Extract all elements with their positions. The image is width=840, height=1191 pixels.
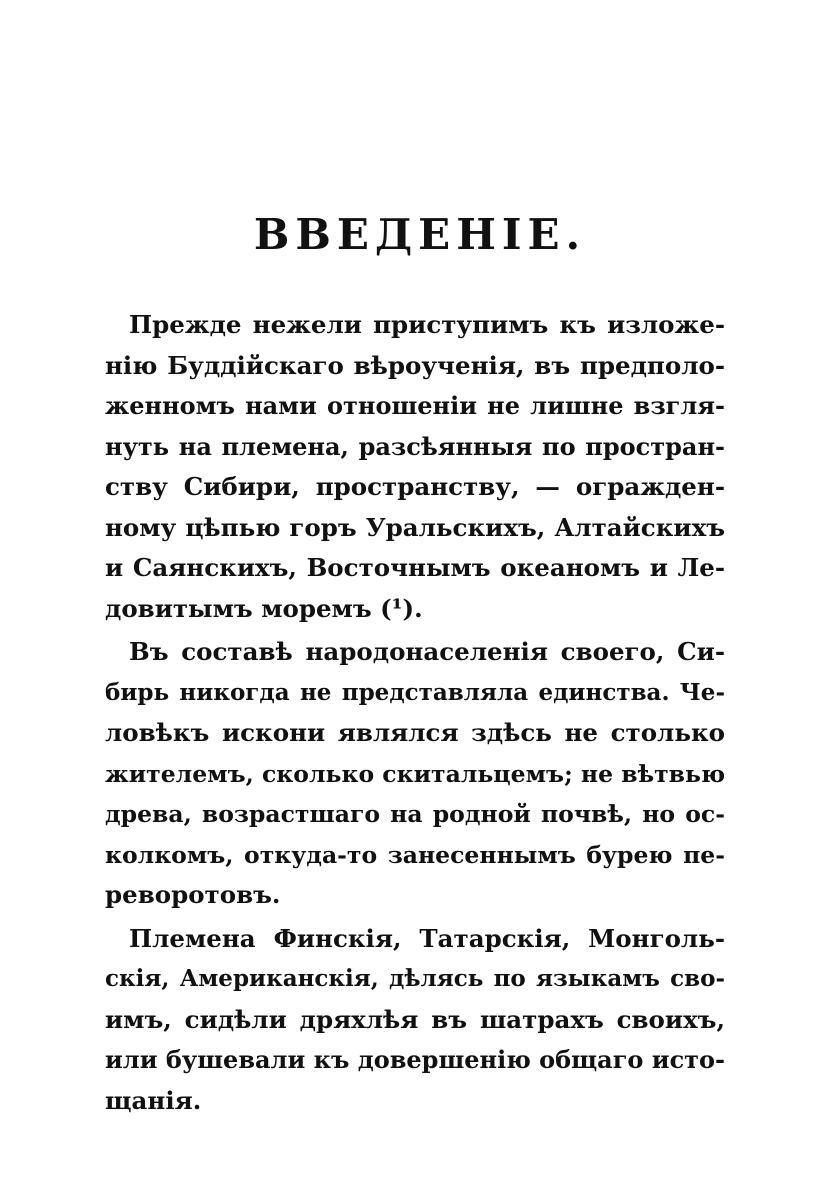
text-line: реворотовъ. (105, 880, 281, 909)
text-line: и Саянскихъ, Восточнымъ океаномъ и Ле- (105, 553, 725, 582)
body-text (105, 305, 725, 1124)
text-line: или бушевали къ довершенію общаго исто- (105, 1045, 726, 1074)
text-line: древа, возрастшаго на родной почвѣ, но ос- (105, 800, 725, 828)
text-line: нуть на племена, разсѣянныя по простран- (105, 431, 725, 461)
text-line: колкомъ, откуда-то занесеннымъ бурею пе- (105, 840, 725, 869)
text-line: скія, Американскія, дѣлясь по языкамъ сво- (105, 965, 725, 992)
text-line: Племена Финскія, Татарскія, Монголь- (129, 923, 725, 953)
text-line: бирь никогда не представляла единства. Че- (105, 678, 725, 706)
paragraph-3 (105, 919, 725, 1122)
text-line: женномъ нами отношеніи не лишне взгля- (105, 391, 725, 420)
text-line: довитымъ моремъ (¹). (105, 593, 423, 623)
paragraph-2 (105, 632, 725, 916)
text-line: Въ составѣ народонаселенія своего, Си- (129, 637, 725, 666)
text-line: щанія. (105, 1085, 202, 1115)
text-line: имъ, сидѣли дряхлѣя въ шатрахъ своихъ, (105, 1004, 725, 1034)
text-line: нію Буддійскаго вѣроученія, въ предполо- (105, 350, 725, 380)
text-line: ловѣкъ искони являлся здѣсь не столько (105, 718, 725, 747)
text-line: ству Сибири, пространству, — огражден- (105, 472, 725, 501)
text-line: ному цѣпью горъ Уральскихъ, Алтайскихъ (105, 512, 725, 542)
paragraph-1 (105, 305, 725, 629)
text-line: жителемъ, сколько скитальцемъ; не вѣтвью (105, 759, 726, 788)
text-line: Прежде нежели приступимъ къ изложе- (129, 310, 725, 339)
chapter-title: ВВЕДЕНІЕ. (253, 210, 587, 259)
